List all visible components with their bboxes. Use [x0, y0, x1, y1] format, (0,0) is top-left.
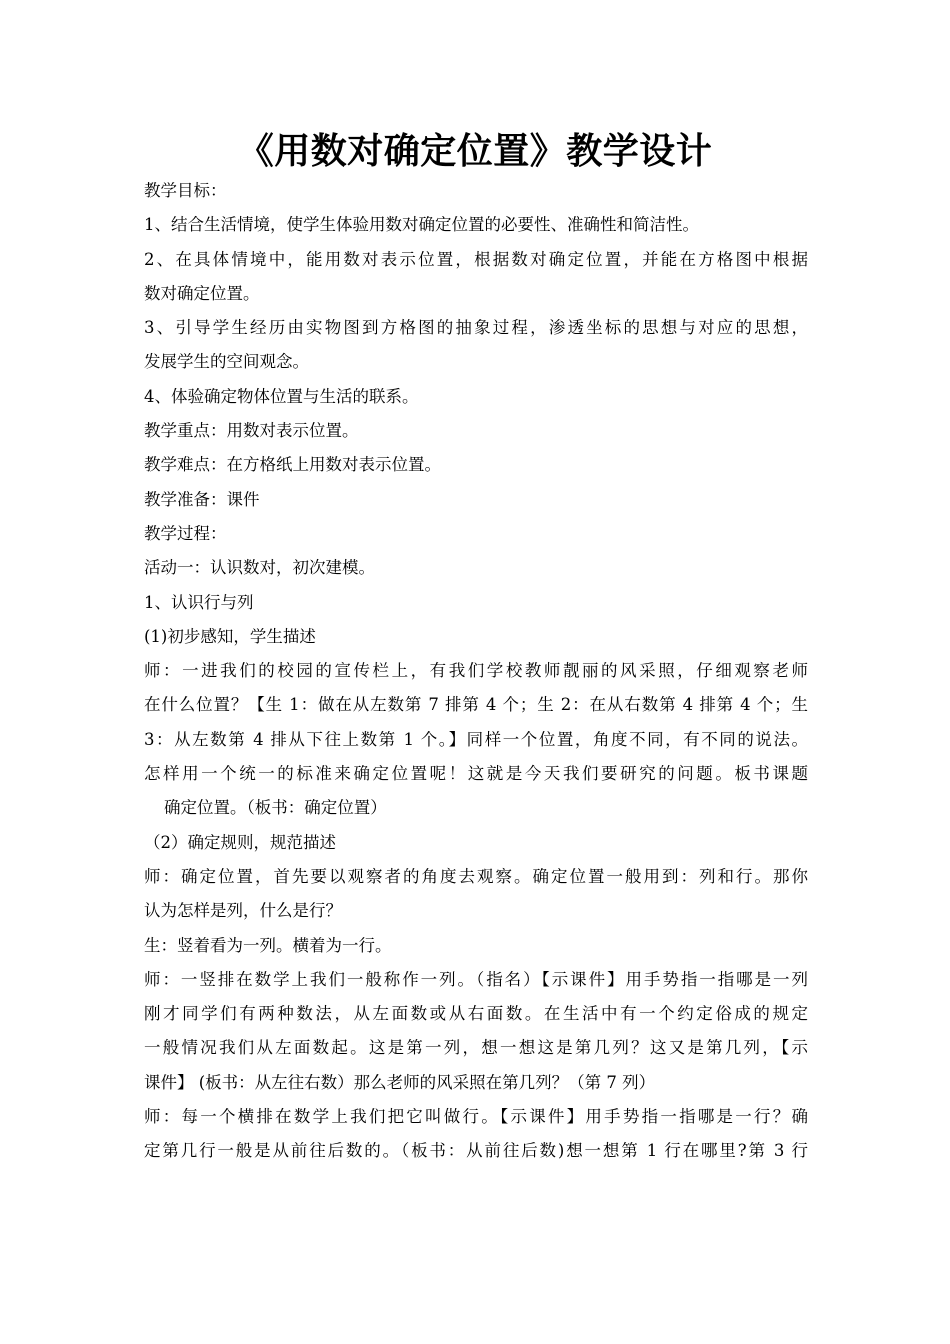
document-title: 《用数对确定位置》教学设计 — [237, 131, 713, 172]
paragraph-line: 数对确定位置。 — [144, 283, 260, 303]
paragraph-line: 师：一竖排在数学上我们一般称作一列。（指名）【示课件】用手势指一指哪是一列 — [144, 969, 808, 989]
paragraph-line: 1、结合生活情境，使学生体验用数对确定位置的必要性、准确性和简洁性。 — [144, 215, 699, 235]
paragraph-line: 发展学生的空间观念。 — [144, 352, 309, 372]
paragraph-line: 确定位置。（板书：确定位置） — [164, 798, 387, 818]
paragraph-line: 师：每一个横排在数学上我们把它叫做行。【示课件】用手势指一指哪是一行？确 — [144, 1107, 808, 1127]
paragraph-line: 师：一进我们的校园的宣传栏上，有我们学校教师靓丽的风采照，仔细观察老师 — [144, 661, 808, 681]
paragraph-line: 刚才同学们有两种数法，从左面数或从右面数。在生活中有一个约定俗成的规定 — [144, 1004, 808, 1024]
paragraph-line: 活动一：认识数对，初次建模。 — [144, 558, 375, 578]
paragraph-line: 4、体验确定物体位置与生活的联系。 — [144, 386, 419, 406]
paragraph-line: 生：竖着看为一列。横着为一行。 — [144, 935, 392, 955]
paragraph-line: 教学难点：在方格纸上用数对表示位置。 — [144, 455, 441, 475]
document-body — [144, 174, 808, 1169]
paragraph-line: 认为怎样是列，什么是行？ — [144, 901, 342, 921]
paragraph-line: 定第几行一般是从前往后数的。（板书：从前往后数)想一想第 1 行在哪里?第 3 行 — [144, 1141, 808, 1161]
paragraph-line: (1)初步感知，学生描述 — [144, 626, 316, 646]
paragraph-line: 3、引导学生经历由实物图到方格图的抽象过程，渗透坐标的思想与对应的思想， — [144, 318, 808, 338]
paragraph-line: 3：从左数第 4 排从下往上数第 1 个。】同样一个位置，角度不同，有不同的说法。 — [144, 729, 808, 749]
paragraph-line: 一般情况我们从左面数起。这是第一列，想一想这是第几列？这又是第几列，【示 — [144, 1038, 808, 1058]
paragraph-line: 在什么位置？【生 1：做在从左数第 7 排第 4 个；生 2：在从右数第 4 排第 4 个；生 — [144, 695, 808, 715]
paragraph-line: 怎样用一个统一的标准来确定位置呢！这就是今天我们要研究的问题。板书课题 — [144, 764, 808, 784]
paragraph-line: （2）确定规则，规范描述 — [144, 832, 336, 852]
paragraph-line: 教学准备：课件 — [144, 489, 260, 509]
paragraph-line: 教学重点：用数对表示位置。 — [144, 421, 359, 441]
paragraph-line: 2、在具体情境中，能用数对表示位置，根据数对确定位置，并能在方格图中根据 — [144, 249, 808, 269]
paragraph-line: 师：确定位置，首先要以观察者的角度去观察。确定位置一般用到：列和行。那你 — [144, 866, 808, 886]
paragraph-line: 1、认识行与列 — [144, 592, 254, 612]
paragraph-line: 教学目标： — [144, 181, 227, 200]
paragraph-line: 教学过程： — [144, 523, 227, 543]
paragraph-line: 课件】 (板书：从左往右数）那么老师的风采照在第几列？（第 7 列） — [144, 1072, 656, 1092]
